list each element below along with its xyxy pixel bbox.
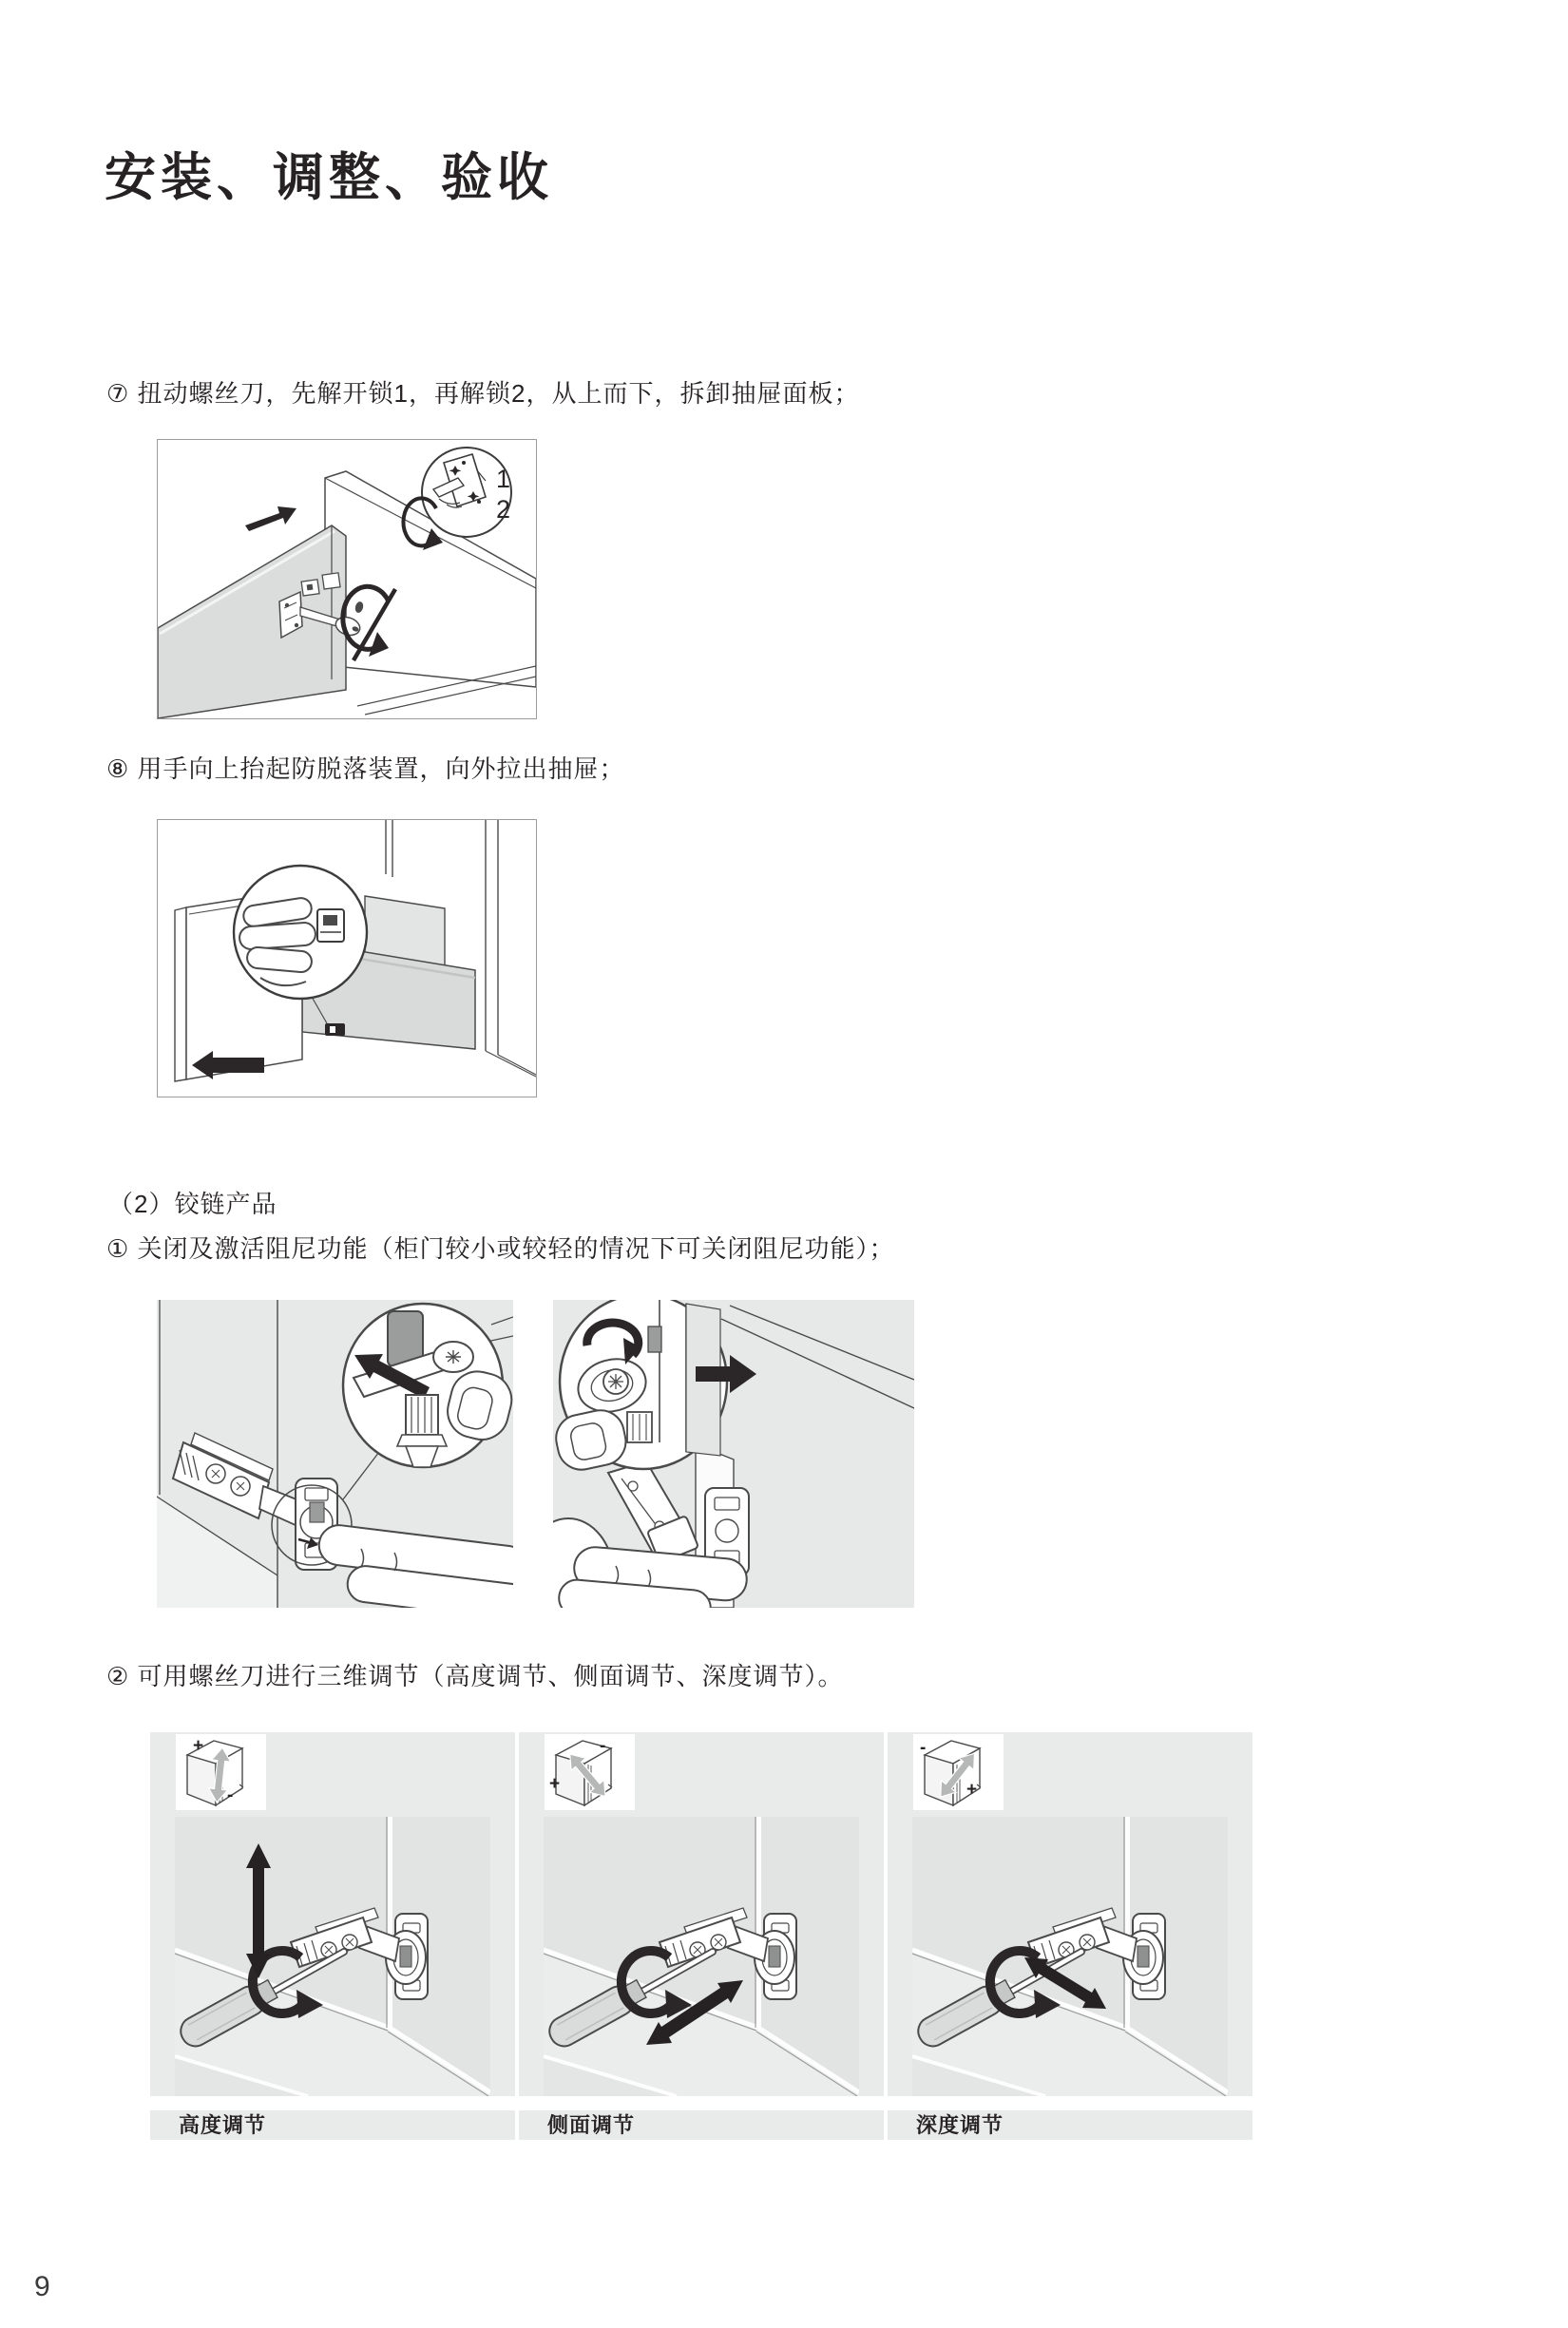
panel-background [150, 1732, 515, 2096]
figure-damping-switch-on [553, 1300, 914, 1608]
damper-switch [648, 1326, 661, 1352]
drawer-pullout-illustration [158, 820, 536, 1097]
push-arrow-icon [245, 506, 296, 531]
lock1-label: 1 [496, 465, 511, 493]
height-adjustment-illustration [175, 1817, 490, 2096]
hinge-step1-text: ① 关闭及激活阻尼功能（柜门较小或较轻的情况下可关闭阻尼功能）； [106, 1234, 895, 1263]
depth-direction-icon [913, 1734, 1004, 1810]
hinge-step2-text: ② 可用螺丝刀进行三维调节（高度调节、侧面调节、深度调节）。 [106, 1662, 844, 1690]
depth-adjustment-illustration [912, 1817, 1228, 2096]
page-title: 安装、调整、验收 [105, 149, 553, 206]
hinge-section-heading: （2）铰链产品 [108, 1190, 277, 1218]
caption-bar [519, 2110, 884, 2140]
page-number: 9 [34, 2271, 50, 2302]
lock2-label: 2 [496, 495, 511, 524]
figure-damping-switch-off [157, 1300, 513, 1608]
drawer-side-panel [158, 525, 346, 718]
panel-caption: 侧面调节 [547, 2113, 636, 2137]
panel-background [519, 1732, 884, 2096]
plus-sign: + [549, 1774, 561, 1794]
plus-sign: + [966, 1780, 978, 1800]
panel-side-adjustment [519, 1732, 884, 2140]
side-direction-icon [545, 1734, 635, 1810]
panel-depth-adjustment [888, 1732, 1252, 2140]
figure-drawer-front-unlock [157, 439, 537, 719]
height-direction-icon [176, 1734, 266, 1810]
hinge-damper-illustration-a [157, 1300, 513, 1608]
caption-bar [150, 2110, 515, 2140]
magnifier-damper-circle [553, 1300, 727, 1474]
figure-drawer-pull-out [157, 819, 537, 1097]
magnifier-hand-circle [234, 866, 367, 999]
hinge-damper-illustration-b [553, 1300, 914, 1608]
panel-height-adjustment [150, 1732, 515, 2140]
minus-sign: - [920, 1738, 927, 1758]
step7-text: ⑦ 扭动螺丝刀，先解开锁1，再解锁2，从上而下，拆卸抽屉面板； [106, 379, 860, 408]
panel-caption: 深度调节 [916, 2113, 1004, 2137]
caption-bar [888, 2110, 1252, 2140]
plus-sign: + [193, 1736, 204, 1756]
step8-text: ⑧ 用手向上抬起防脱落装置，向外拉出抽屉； [106, 754, 625, 783]
panel-background [888, 1732, 1252, 2096]
minus-sign: - [227, 1785, 234, 1805]
drawer-unlock-illustration [158, 440, 536, 718]
hand [239, 897, 316, 973]
panel-caption: 高度调节 [179, 2113, 267, 2137]
minus-sign: - [600, 1736, 606, 1756]
side-adjustment-illustration [544, 1817, 859, 2096]
